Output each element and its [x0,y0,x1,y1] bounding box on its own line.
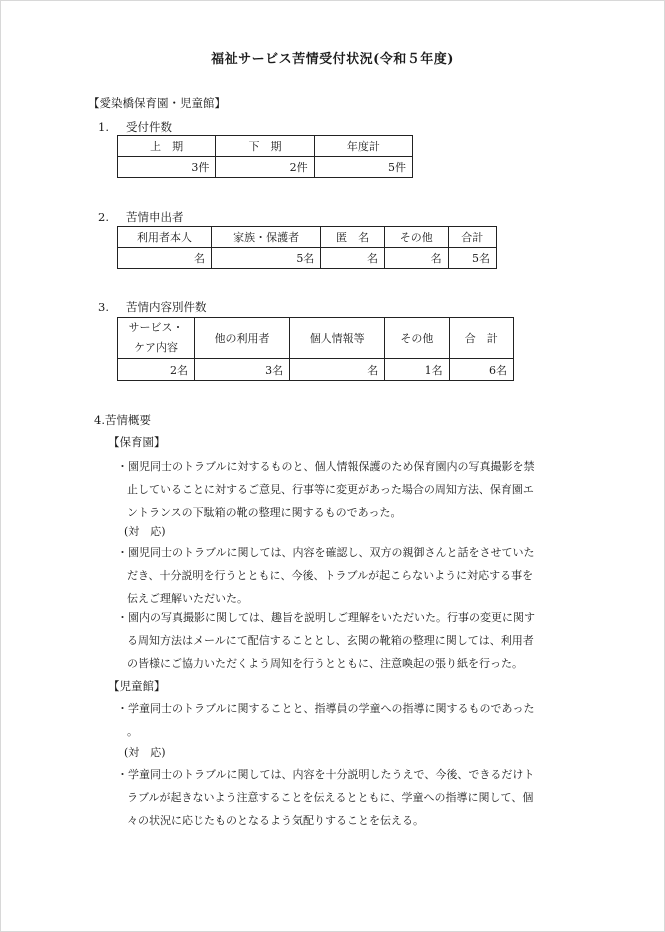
complainant-table [117,226,497,269]
section-3-heading: 3. 苦情内容別件数 [98,300,207,314]
text-line: ・園児同士のトラブルに関しては、内容を確認し、双方の親御さんと話をさせていた [117,546,535,559]
section-1-heading: 1. 受付件数 [98,120,172,134]
text-line: 々の状況に応じたものとなるよう気配りすることを伝える。 [127,814,424,827]
childrens-center-response-1 [117,763,575,832]
organization-heading: 【愛染橋保育園・児童館】 [88,96,226,110]
value-cell: 6名 [449,359,513,381]
intake-count-table [117,135,413,178]
header-cell: 下 期 [216,136,314,157]
text-line: 止していることに対するご意見、行事等に変更があった場合の周知方法、保育園エ [127,483,534,496]
value-cell: 2件 [216,157,314,178]
section-2-heading: 2. 苦情申出者 [98,210,184,224]
nursery-label: 【保育園】 [108,435,166,449]
value-cell: 5件 [314,157,412,178]
text-line: 伝えご理解いただいた。 [127,592,248,605]
text-line: の皆様にご協力いただくよう周知を行うとともに、注意喚起の張り紙を行った。 [127,657,523,670]
value-cell: 名 [321,248,385,269]
header-cell: サービス・ ケア内容 [118,318,195,359]
value-cell: 2名 [118,359,195,381]
text-line: ・学童同士のトラブルに関しては、内容を十分説明したうえで、今後、できるだけト [117,768,535,781]
page-title: 福祉サービス苦情受付状況(令和５年度) [211,52,454,67]
section-4-heading: 4.苦情概要 [94,413,151,427]
value-cell: 名 [384,248,448,269]
text-line: ラブルが起きないよう注意することを伝えるとともに、学童への指導に関して、個 [127,791,534,804]
header-cell: 利用者本人 [118,227,212,248]
text-line: 。 [127,725,138,738]
childrens-center-complaint [117,697,575,743]
value-cell: 5名 [212,248,321,269]
nursery-response-label: (対 応) [124,525,166,538]
value-cell: 5名 [448,248,496,269]
nursery-complaint [117,455,575,524]
value-cell: 3名 [195,359,290,381]
value-cell: 名 [290,359,385,381]
header-cell: 匿 名 [321,227,385,248]
header-cell: 他の利用者 [195,318,290,359]
header-cell: 合 計 [449,318,513,359]
value-cell: 名 [118,248,212,269]
header-cell: 年度計 [314,136,412,157]
header-cell: その他 [385,318,449,359]
text-line: ントランスの下駄箱の靴の整理に関するものであった。 [127,506,402,519]
text-line: ・学童同士のトラブルに関することと、指導員の学童への指導に関するものであった [117,702,535,715]
nursery-response-2 [117,606,575,675]
header-cell: 合計 [448,227,496,248]
text-line: ・園内の写真撮影に関しては、趣旨を説明しご理解をいただいた。行事の変更に関す [117,611,535,624]
value-cell: 1名 [385,359,449,381]
value-cell: 3件 [118,157,216,178]
header-cell: 個人情報等 [290,318,385,359]
childrens-center-label: 【児童館】 [108,679,166,693]
header-cell: その他 [384,227,448,248]
header-cell: 家族・保護者 [212,227,321,248]
header-cell: 上 期 [118,136,216,157]
text-line: だき、十分説明を行うとともに、今後、トラブルが起こらないように対応する事を [127,569,534,582]
nursery-response-1 [117,541,575,610]
text-line: る周知方法はメールにて配信することとし、玄関の靴箱の整理に関しては、利用者 [127,634,534,647]
complaint-type-table [117,317,514,381]
text-line: ・園児同士のトラブルに対するものと、個人情報保護のため保育園内の写真撮影を禁 [117,460,535,473]
childrens-center-response-label: (対 応) [124,746,166,759]
